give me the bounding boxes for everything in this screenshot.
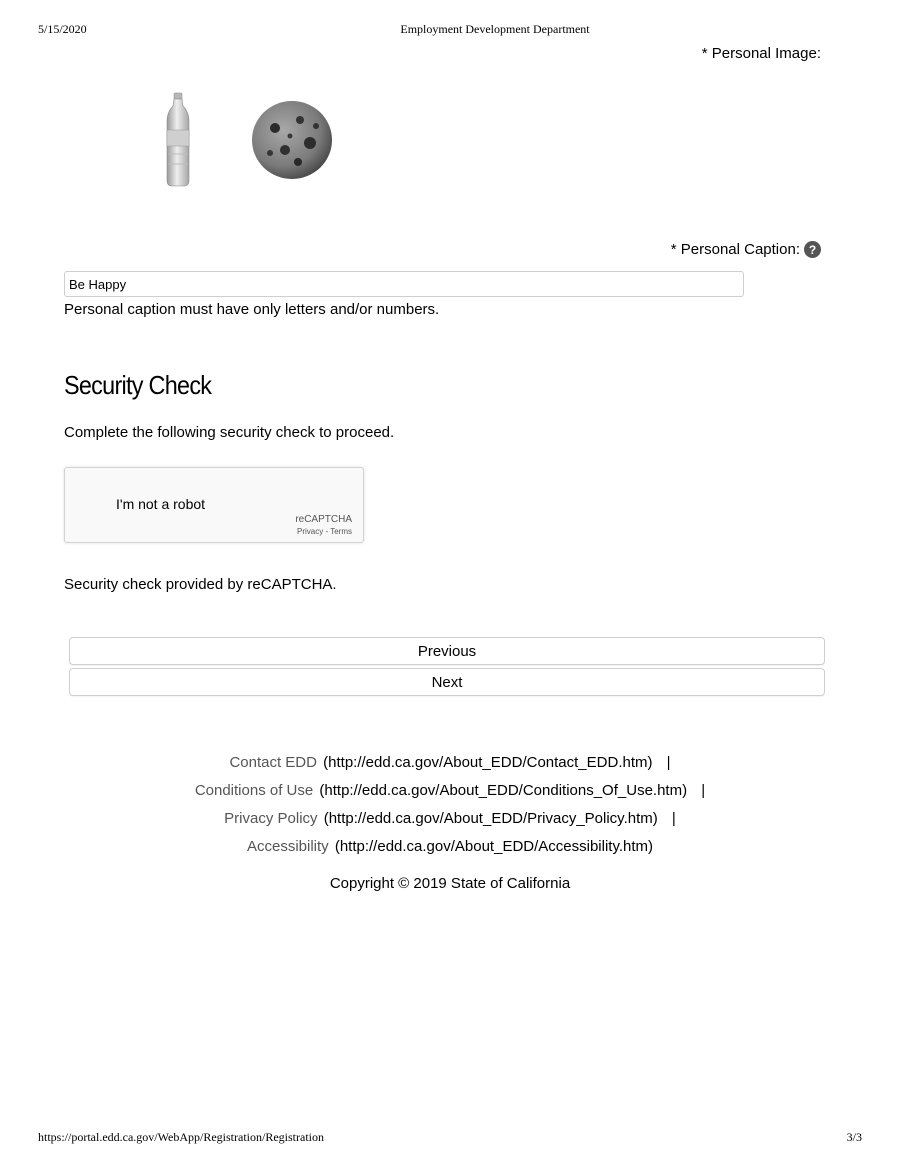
personal-caption-label — [671, 241, 821, 258]
personal-image-label: * Personal Image: — [701, 45, 821, 62]
security-provider-note: Security check provided by reCAPTCHA. — [64, 576, 337, 593]
copyright-notice: Copyright © 2019 State of California — [329, 875, 571, 892]
water-bottle-image[interactable] — [163, 92, 193, 188]
footer-privacy-line — [0, 810, 900, 827]
footer-link-contact-edd[interactable]: Contact EDD — [229, 754, 317, 771]
print-page-number: 3/3 — [846, 1130, 862, 1144]
caption-validation-error: Personal caption must have only letters and/or numbers. — [64, 301, 440, 318]
next-button[interactable]: Next — [69, 668, 825, 696]
recaptcha-brand: reCAPTCHA — [295, 514, 352, 525]
cookie-image[interactable] — [250, 98, 334, 182]
security-check-description: Complete the following security check to proceed. — [64, 424, 395, 441]
previous-button[interactable]: Previous — [69, 637, 825, 665]
print-url: https://portal.edd.ca.gov/WebApp/Registration/Registration — [38, 1130, 324, 1144]
question-mark-help-icon[interactable]: ? — [804, 241, 821, 258]
footer-separator: | — [671, 810, 676, 827]
personal-caption-input[interactable] — [64, 271, 744, 297]
footer-link-privacy-policy[interactable]: Privacy Policy — [224, 810, 318, 827]
footer-separator: | — [701, 782, 706, 799]
security-check-heading: Security Check — [64, 370, 212, 400]
footer-link-url: (http://edd.ca.gov/About_EDD/Contact_EDD.htm) — [323, 754, 653, 771]
recaptcha-label[interactable]: I'm not a robot — [116, 496, 206, 512]
footer-conditions-line — [0, 782, 900, 799]
print-date: 5/15/2020 — [38, 22, 87, 36]
recaptcha-privacy-terms-links[interactable]: Privacy - Terms — [297, 527, 352, 536]
footer-contact-line — [0, 754, 900, 771]
footer-link-url: (http://edd.ca.gov/About_EDD/Accessibility.htm) — [334, 838, 654, 855]
print-page-title: Employment Development Department — [400, 22, 590, 36]
footer-accessibility-line — [0, 838, 900, 855]
footer-link-url: (http://edd.ca.gov/About_EDD/Conditions_Of_Use.htm) — [319, 782, 688, 799]
footer-link-conditions-of-use[interactable]: Conditions of Use — [194, 782, 314, 799]
recaptcha-widget[interactable] — [64, 467, 364, 543]
footer-link-accessibility[interactable]: Accessibility — [246, 838, 329, 855]
footer-link-url: (http://edd.ca.gov/About_EDD/Privacy_Policy.htm) — [323, 810, 658, 827]
footer-separator: | — [666, 754, 671, 771]
personal-caption-label-text: * Personal Caption: — [670, 241, 800, 258]
